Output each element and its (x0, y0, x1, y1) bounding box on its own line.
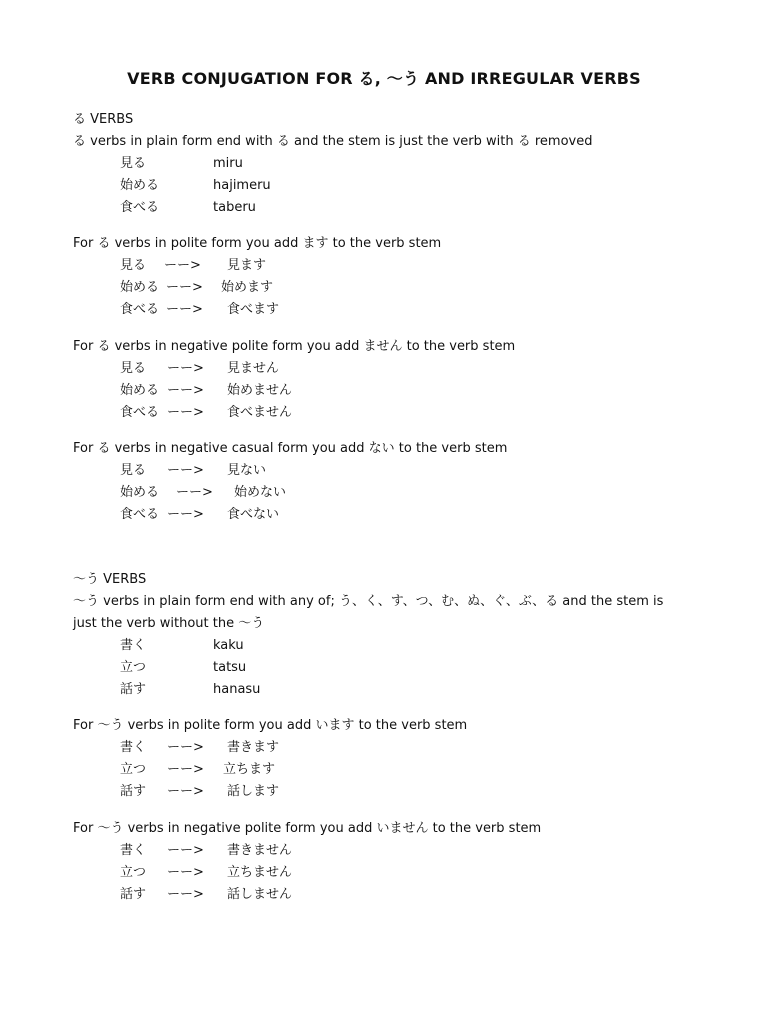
verb-romaji: hanasu (213, 682, 261, 697)
ru-polite-intro: For る verbs in polite form you add ます to the verb stem (73, 236, 442, 251)
verb-japanese: 食べる (120, 200, 160, 215)
arrow-icon: ーー> (167, 865, 204, 880)
verb-japanese: 見る (120, 156, 147, 171)
conjugated-verb: 見ます (227, 258, 267, 273)
verb-japanese: 書く (120, 638, 147, 653)
u-section-heading: 〜う VERBS (73, 572, 147, 587)
arrow-icon: ーー> (167, 383, 204, 398)
u-intro-line-1: 〜う verbs in plain form end with any of; う、く、す、つ、む、ぬ、ぐ、ぶ、る and the stem is (73, 594, 664, 609)
conjugated-verb: 食べない (227, 507, 280, 522)
conjugated-verb: 始めます (221, 280, 274, 295)
arrow-icon: ーー> (166, 302, 203, 317)
ru-neg-casual-intro: For る verbs in negative casual form you add ない to the verb stem (73, 441, 508, 456)
arrow-icon: ーー> (167, 507, 204, 522)
verb-japanese: 食べる (120, 302, 160, 317)
conjugated-verb: 始めません (227, 383, 293, 398)
verb-japanese: 話す (120, 784, 147, 799)
conjugated-verb: 立ちません (227, 865, 293, 880)
verb-japanese: 立つ (120, 762, 147, 777)
u-intro-line-2: just the verb without the 〜う (73, 616, 265, 631)
verb-japanese: 書く (120, 740, 147, 755)
verb-japanese: 書く (120, 843, 147, 858)
arrow-icon: ーー> (167, 784, 204, 799)
conjugated-verb: 食べません (227, 405, 293, 420)
arrow-icon: ーー> (167, 740, 204, 755)
verb-japanese: 始める (120, 280, 160, 295)
verb-japanese: 話す (120, 682, 147, 697)
verb-japanese: 見る (120, 361, 147, 376)
verb-japanese: 見る (120, 463, 147, 478)
ru-section-heading: る VERBS (73, 112, 134, 127)
conjugated-verb: 話します (227, 784, 280, 799)
arrow-icon: ーー> (167, 887, 204, 902)
verb-romaji: kaku (213, 638, 244, 653)
conjugated-verb: 話しません (227, 887, 293, 902)
verb-romaji: tatsu (213, 660, 247, 675)
conjugated-verb: 始めない (234, 485, 287, 500)
arrow-icon: ーー> (176, 485, 213, 500)
conjugated-verb: 書きます (227, 740, 280, 755)
u-polite-intro: For 〜う verbs in polite form you add います to the verb stem (73, 718, 468, 733)
arrow-icon: ーー> (167, 762, 204, 777)
conjugated-verb: 見ない (227, 463, 267, 478)
arrow-icon: ーー> (166, 280, 203, 295)
verb-japanese: 食べる (120, 507, 160, 522)
arrow-icon: ーー> (167, 843, 204, 858)
verb-japanese: 立つ (120, 660, 147, 675)
ru-neg-polite-intro: For る verbs in negative polite form you add ません to the verb stem (73, 339, 516, 354)
ru-intro: る verbs in plain form end with る and the stem is just the verb with る removed (73, 134, 593, 149)
arrow-icon: ーー> (164, 258, 201, 273)
verb-japanese: 始める (120, 485, 160, 500)
conjugated-verb: 立ちます (223, 762, 276, 777)
page-title: VERB CONJUGATION FOR る, 〜う AND IRREGULAR VERBS (127, 69, 641, 88)
conjugated-verb: 書きません (227, 843, 293, 858)
verb-romaji: taberu (213, 200, 256, 215)
conjugated-verb: 食べます (227, 302, 280, 317)
verb-japanese: 始める (120, 178, 160, 193)
verb-japanese: 始める (120, 383, 160, 398)
verb-romaji: hajimeru (213, 178, 271, 193)
arrow-icon: ーー> (167, 361, 204, 376)
verb-japanese: 見る (120, 258, 147, 273)
verb-japanese: 話す (120, 887, 147, 902)
verb-romaji: miru (213, 156, 243, 171)
arrow-icon: ーー> (167, 405, 204, 420)
u-neg-polite-intro: For 〜う verbs in negative polite form you add いません to the verb stem (73, 821, 542, 836)
verb-japanese: 食べる (120, 405, 160, 420)
verb-japanese: 立つ (120, 865, 147, 880)
conjugated-verb: 見ません (227, 361, 280, 376)
arrow-icon: ーー> (167, 463, 204, 478)
